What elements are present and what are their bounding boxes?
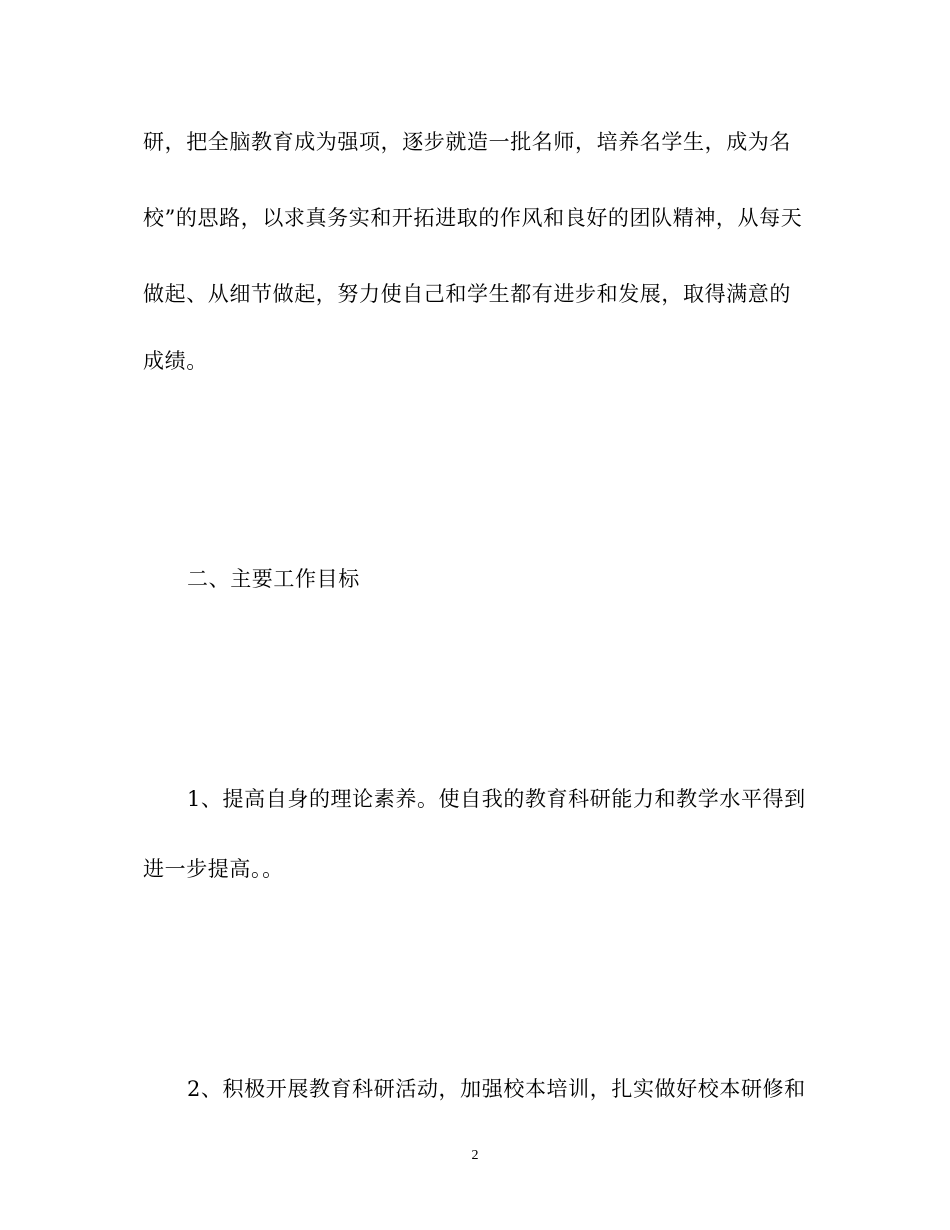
list-item-line: 2、积极开展教育科研活动，加强校本培训，扎实做好校本研修和 (187, 1077, 806, 1101)
list-item-line: 进一步提高。。 (143, 857, 284, 881)
list-item-line: 1、提高自身的理论素养。使自我的教育科研能力和教学水平得到 (187, 787, 806, 811)
paragraph-line: 研，把全脑教育成为强项，逐步就造一批名师，培养名学生，成为名 (143, 130, 791, 154)
paragraph-line: 做起、从细节做起，努力使自己和学生都有进步和发展，取得满意的 (143, 282, 791, 306)
section-heading: 二、主要工作目标 (187, 567, 360, 591)
paragraph-line: 成绩。 (143, 349, 208, 373)
paragraph-line: 校”的思路，以求真务实和开拓进取的作风和良好的团队精神，从每天 (143, 206, 803, 230)
page-number: 2 (471, 1148, 479, 1163)
